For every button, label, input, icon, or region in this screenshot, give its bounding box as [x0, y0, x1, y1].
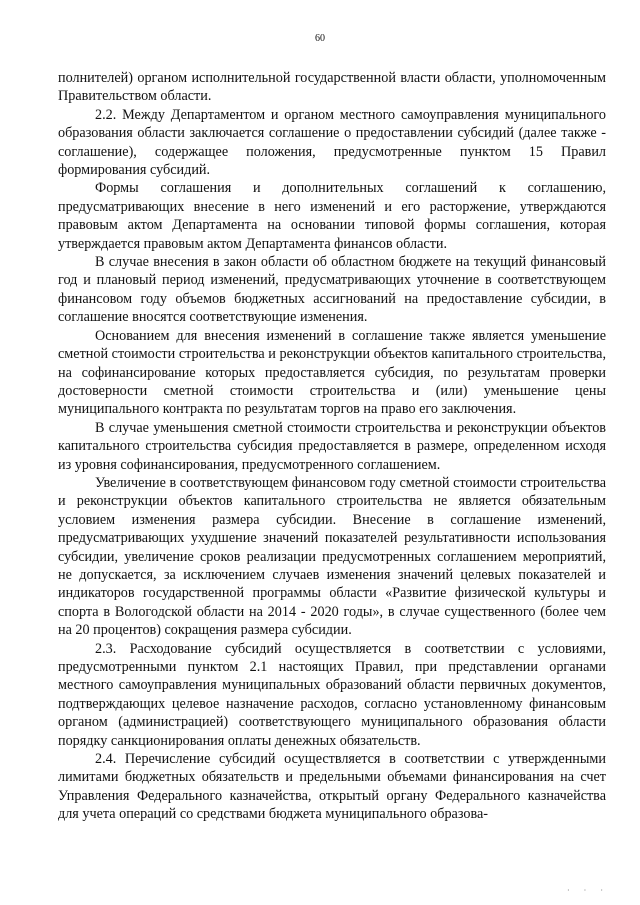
paragraph: 2.2. Между Департаментом и органом местного самоуправления муниципального образования области заключается соглашение о предоставлении субсидий (далее также - соглашение), содержащее положения, предусмотренные пунктом 15 Правил формирования субсидий.: [58, 106, 606, 179]
paragraph: В случае уменьшения сметной стоимости строительства и реконструкции объектов капитального строительства субсидия предоставляется в размере, определенном исходя из уровня софинансирования, предусмотренного соглашением.: [58, 419, 606, 473]
page-number: 60: [315, 33, 325, 44]
paragraph: 2.4. Перечисление субсидий осуществляется в соответствии с утвержденными лимитами бюджетных обязательств и предельными объемами финансирования на счет Управления Федерального казначейства, открытый органу Федерального казначейства для учета операций со средствами бюджета муниципального образова-: [58, 751, 606, 823]
scan-marks: · · ·: [567, 886, 609, 895]
paragraph: Формы соглашения и дополнительных соглашений к соглашению, предусматривающих внесение в него изменений и его расторжение, утверждаются правовым актом Департамента на основании типовой формы соглашения, которая утверждается правовым актом Департамента финансов области.: [58, 180, 606, 252]
document-body: [58, 69, 606, 824]
paragraph: Увеличение в соответствующем финансовом году сметной стоимости строительства и реконструкции объектов капитального строительства не является обязательным условием изменения размера субсидии. Внесение в соглашение изменений, предусматривающих ухудшение значений показателей результативности использования субсидии, увеличение сроков реализации предусмотренных соглашением мероприятий, не допускается, за исключением случаев изменения значений целевых показателей и индикаторов государственной программы области «Развитие физической культуры и спорта в Вологодской области на 2014 - 2020 годы», в случае существенного (более чем на 20 процентов) сокращения размера субсидии.: [58, 474, 606, 639]
paragraph: В случае внесения в закон области об областном бюджете на текущий финансовый год и плановый период изменений, предусматривающих уточнение в соответствующем финансовом году объемов бюджетных ассигнований на предоставление субсидии, в соглашение вносятся соответствующие изменения.: [58, 254, 606, 326]
paragraph: полнителей) органом исполнительной государственной власти области, уполномоченным Правительством области.: [58, 70, 606, 105]
paragraph: 2.3. Расходование субсидий осуществляется в соответствии с условиями, предусмотренными пунктом 2.1 настоящих Правил, при представлении органами местного самоуправления муниципальных образований области первичных документов, подтверждающих целевое назначение расходов, согласно установленному финансовым органом (администрацией) соответствующего муниципального образования области порядку санкционирования оплаты денежных обязательств.: [58, 640, 606, 749]
paragraph: Основанием для внесения изменений в соглашение также является уменьшение сметной стоимости строительства и реконструкции объектов капитального строительства, на софинансирование которых предоставляется субсидия, по результатам проверки достоверности сметной стоимости строительства и (или) уменьшение цены муниципального контракта по результатам торгов на право его заключения.: [58, 327, 606, 418]
